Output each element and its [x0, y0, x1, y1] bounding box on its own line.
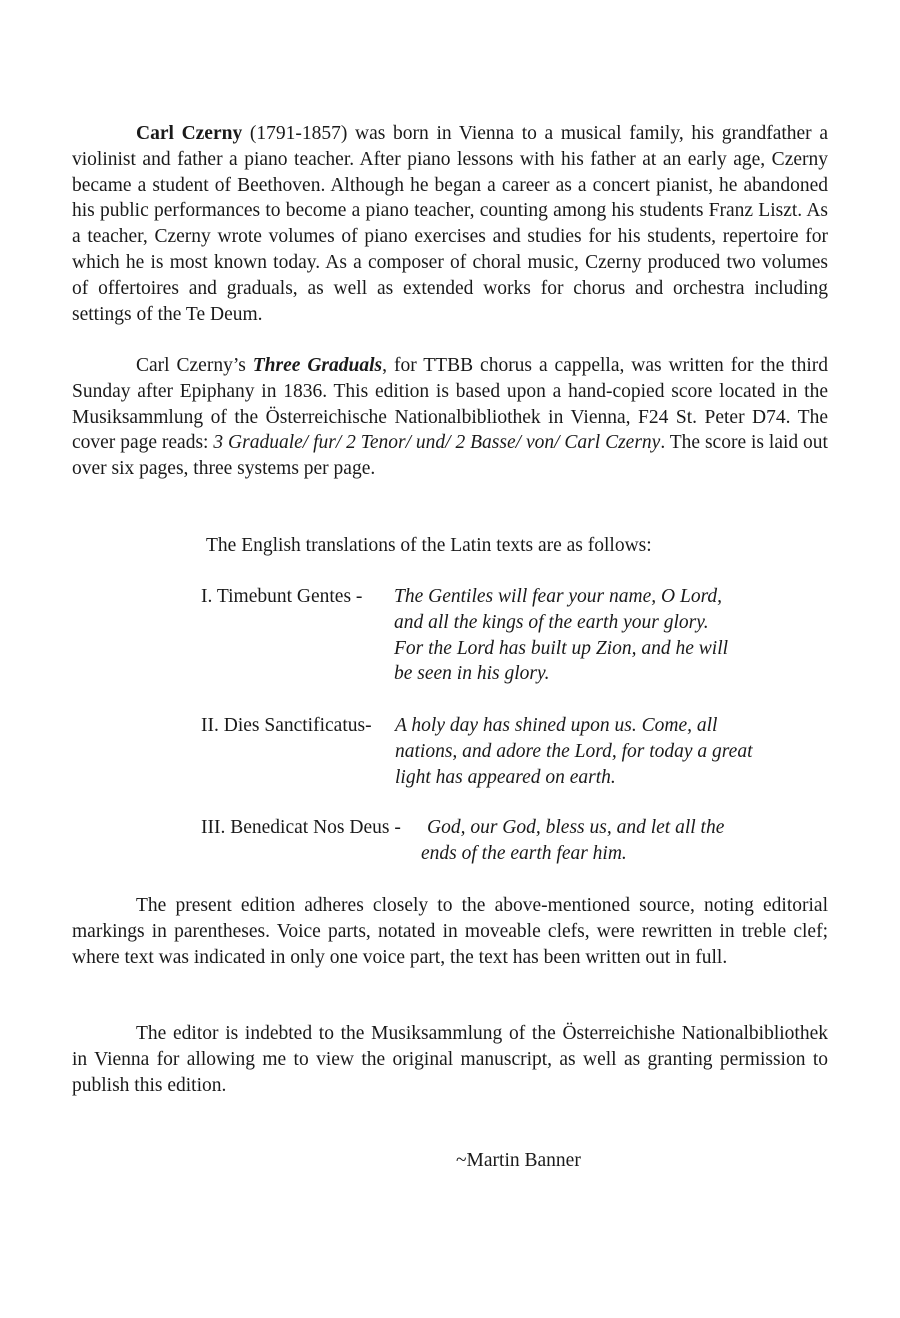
translation-line: For the Lord has built up Zion, and he will — [394, 637, 729, 659]
work-title: Three Graduals — [252, 355, 383, 376]
translation-text — [394, 584, 728, 687]
translation-label: II. Dies Sanctificatus- — [201, 715, 372, 736]
translation-line: ends of the earth fear him. — [421, 842, 627, 864]
translation-label: III. Benedicat Nos Deus - — [201, 817, 401, 838]
edition-tail: . The score is laid out over six pages, three systems per page. — [72, 432, 828, 480]
translation-line: light has appeared on earth. — [395, 766, 616, 788]
composer-biography-paragraph — [72, 121, 828, 327]
edition-lead: Carl Czerny’s — [136, 355, 253, 376]
translation-line: and all the kings of the earth your glory. — [394, 611, 709, 633]
editor-signature: ~Martin Banner — [456, 1150, 581, 1171]
composer-name: Carl Czerny — [136, 123, 243, 144]
cover-page-text: 3 Graduale/ fur/ 2 Tenor/ und/ 2 Basse/ von/ Carl Czerny — [213, 432, 661, 454]
translation-line: The Gentiles will fear your name, O Lord, — [394, 586, 723, 607]
edition-description-paragraph — [72, 353, 828, 482]
acknowledgment-paragraph: The editor is indebted to the Musiksammlung of the Österreichishe Nationalbibliothek in Vienna for allowing me to view the original manuscript, as well as granting permission to publish this edition. — [72, 1023, 828, 1096]
biography-text: (1791-1857) was born in Vienna to a musical family, his grandfather a violinist and father a piano teacher. After piano lessons with his father at an early age, Czerny became a student of Beethoven. Although he began a career as a concert pianist, he abandoned his public performances to become a piano teacher, counting among his students Franz Liszt. As a teacher, Czerny wrote volumes of piano exercises and studies for his students, repertoire for which he is most known today. As a composer of choral music, Czerny produced two volumes of offertoires and graduals, as well as extended works for chorus and orchestra including settings of the Te Deum. — [72, 123, 828, 325]
translation-line: God, our God, bless us, and let all the — [427, 817, 725, 838]
translation-label: I. Timebunt Gentes - — [201, 586, 363, 607]
translation-text — [395, 713, 753, 790]
translation-text — [421, 815, 725, 867]
translations-intro: The English translations of the Latin texts are as follows: — [206, 535, 652, 556]
translation-line: nations, and adore the Lord, for today a great — [395, 740, 753, 762]
editorial-note-paragraph: The present edition adheres closely to the above-mentioned source, noting editorial markings in parentheses. Voice parts, notated in moveable clefs, were rewritten in treble clef; where text was indicated in only one voice part, the text has been written out in full. — [72, 895, 828, 968]
translation-line: A holy day has shined upon us. Come, all — [395, 715, 718, 736]
edition-text: , for TTBB chorus a cappella, was written for the third Sunday after Epiphany in 1836. This edition is based upon a hand-copied score located in the Musiksammlung of the Österreichische Nationalbibliothek in Vienna, F24 St. Peter D74. The cover page reads: — [72, 355, 828, 454]
translation-line: be seen in his glory. — [394, 663, 550, 685]
